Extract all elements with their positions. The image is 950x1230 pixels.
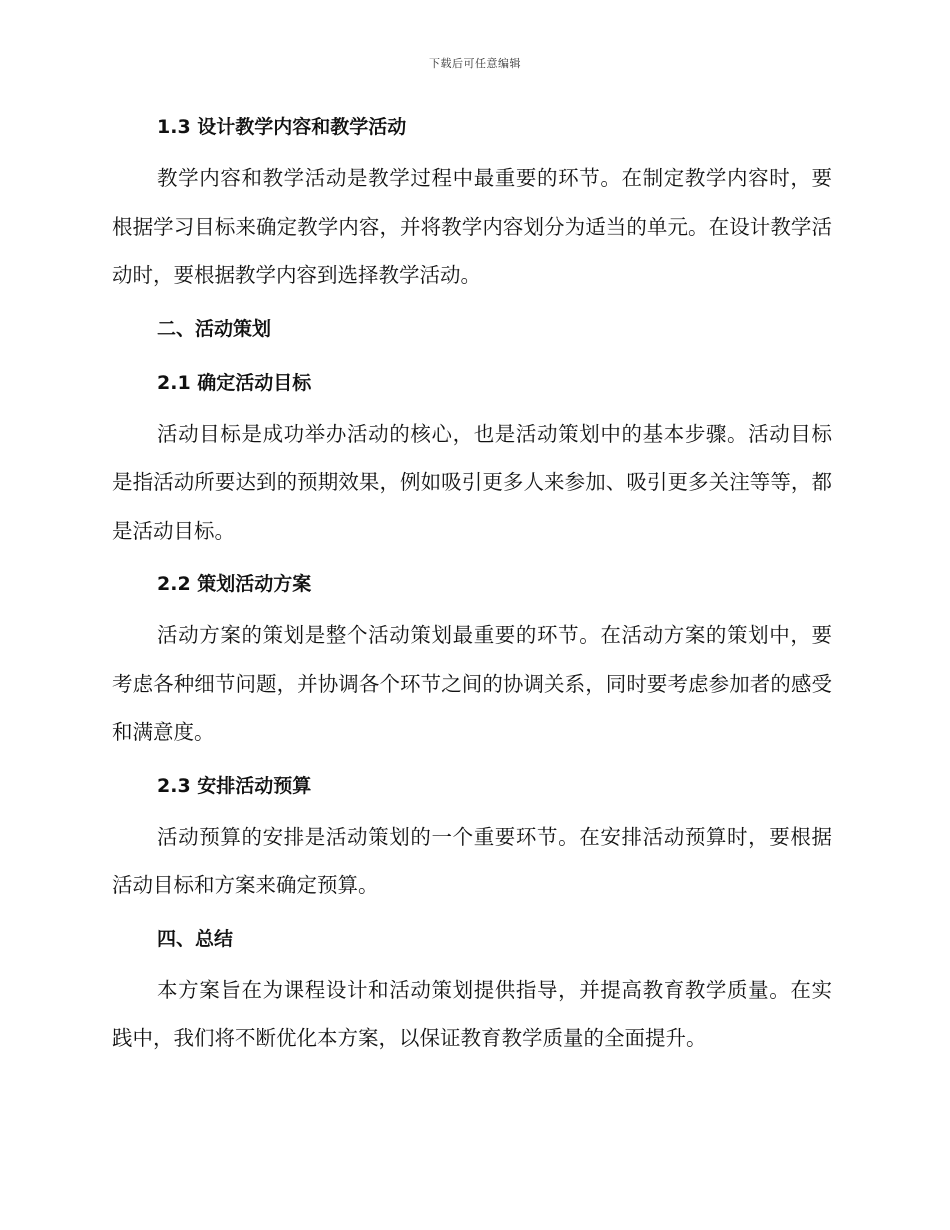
document-body — [112, 108, 832, 1063]
section-heading-1-3: 1.3 设计教学内容和教学活动 — [157, 116, 407, 138]
section-paragraph-2-2: 活动方案的策划是整个活动策划最重要的环节。在活动方案的策划中，要考虑各种细节问题，并协调各个环节之间的协调关系，同时要考虑参加者的感受和满意度。 — [112, 623, 832, 744]
section-heading-2-3: 2.3 安排活动预算 — [157, 774, 312, 797]
section-heading-activity-planning: 二、活动策划 — [157, 317, 272, 340]
section-heading-summary: 四、总结 — [157, 927, 234, 950]
section-paragraph-summary: 本方案旨在为课程设计和活动策划提供指导，并提高教育教学质量。在实践中，我们将不断优化本方案，以保证教育教学质量的全面提升。 — [112, 977, 832, 1050]
section-heading-2-2: 2.2 策划活动方案 — [157, 573, 312, 595]
section-paragraph-1-3: 教学内容和教学活动是教学过程中最重要的环节。在制定教学内容时，要根据学习目标来确定教学内容，并将教学内容划分为适当的单元。在设计教学活动时，要根据教学内容到选择教学活动。 — [112, 166, 832, 287]
header-note: 下载后可任意编辑 — [429, 57, 521, 70]
section-paragraph-2-1: 活动目标是成功举办活动的核心，也是活动策划中的基本步骤。活动目标是指活动所要达到的预期效果，例如吸引更多人来参加、吸引更多关注等等，都是活动目标。 — [112, 421, 832, 543]
section-paragraph-2-3: 活动预算的安排是活动策划的一个重要环节。在安排活动预算时，要根据活动目标和方案来确定预算。 — [112, 824, 832, 897]
section-heading-2-1: 2.1 确定活动目标 — [157, 371, 312, 394]
